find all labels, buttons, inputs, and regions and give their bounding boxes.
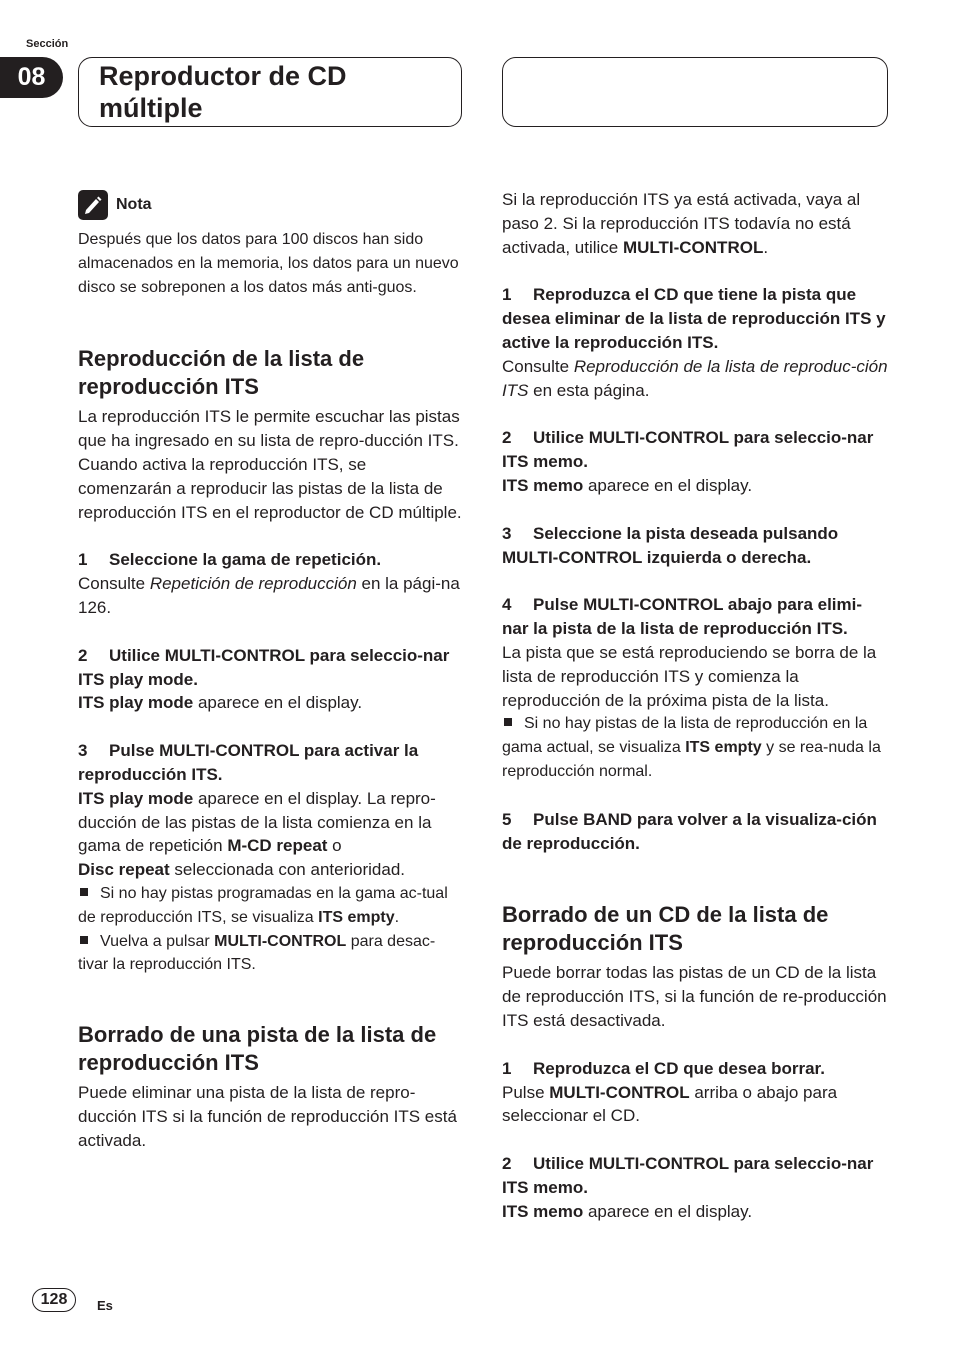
step-body	[502, 1200, 888, 1224]
delete-track-intro: Puede eliminar una pista de la lista de repro-ducción ITS si la función de reproducción ITS está activada.	[78, 1083, 457, 1150]
text: Si no hay pistas de la lista de reproducción en la gama actual, se visualiza	[502, 715, 868, 757]
bullet-item	[78, 930, 464, 978]
step-number: 1	[502, 285, 512, 305]
delete-cd-intro: Puede borrar todas las pistas de un CD de la lista de reproducción ITS, si la función de re-producción ITS está desactivada.	[502, 963, 887, 1030]
step-body: La pista que se está reproduciendo se borra de la lista de reproducción ITS y comienza la reproducción de la próxima pista de la lista.	[502, 642, 877, 710]
chapter-title-box	[78, 57, 462, 127]
bullet-item	[78, 882, 464, 930]
text: aparece en el display. La repro-ducción de las pistas de la lista comienza en la gama de repetición	[78, 788, 436, 856]
header-empty-box	[502, 57, 888, 127]
chapter-title	[99, 60, 347, 124]
language-code: Es	[97, 1298, 113, 1313]
step-title: Reproduzca el CD que tiene la pista que desea eliminar de la lista de reproducción ITS y active la reproducción ITS.	[502, 285, 886, 352]
step-title: Pulse MULTI-CONTROL para activar la reproducción ITS.	[78, 741, 419, 784]
display-term: MULTI-CONTROL	[214, 932, 347, 950]
right-column	[502, 188, 888, 1224]
bullet-square-icon	[80, 936, 88, 944]
its-playback-intro: La reproducción ITS le permite escuchar las pistas que ha ingresado en su lista de repro-ducción ITS. Cuando activa la reproducción ITS, se comenzarán a reproducir las pistas de la lista de reproducción ITS en el reproductor de CD múltiple.	[78, 407, 462, 522]
step-body	[78, 691, 464, 715]
bullet-square-icon	[504, 718, 512, 726]
step-body	[78, 572, 464, 620]
cross-reference: Reproducción de la lista de reproduc-ción ITS	[502, 356, 888, 400]
step-heading	[502, 593, 888, 641]
text: Pulse	[502, 1082, 550, 1102]
step-number: 1	[502, 1058, 512, 1078]
step-title: Utilice MULTI-CONTROL para seleccio-nar ITS play mode.	[78, 645, 450, 689]
step-heading	[502, 808, 888, 856]
page-number: 128	[32, 1288, 76, 1312]
step-body	[502, 1081, 888, 1129]
right-intro	[502, 188, 888, 259]
step-title: Seleccione la pista deseada pulsando MULTI-CONTROL izquierda o derecha.	[502, 523, 839, 567]
display-term: ITS memo	[502, 475, 584, 495]
chapter-title-line1: Reproductor de CD	[99, 61, 347, 91]
text: en la pági-na 126.	[78, 574, 460, 617]
text: en esta página.	[528, 380, 650, 400]
display-term: ITS empty	[318, 908, 395, 926]
step-number: 4	[502, 595, 512, 615]
display-term: Disc repeat	[78, 860, 170, 880]
note-heading: Nota	[116, 196, 152, 214]
step-title: Utilice MULTI-CONTROL para seleccio-nar ITS memo.	[502, 1154, 874, 1197]
step-number: 3	[502, 523, 512, 543]
step-body	[502, 474, 888, 498]
step-number: 3	[78, 741, 88, 761]
step-title: Reproduzca el CD que desea borrar.	[533, 1058, 825, 1078]
step-body	[502, 355, 888, 403]
step-title: Pulse MULTI-CONTROL abajo para elimi-nar la pista de la lista de reproducción ITS.	[502, 595, 863, 639]
text: y se rea-nuda la reproducción normal.	[502, 739, 881, 780]
text: aparece en el display.	[583, 475, 753, 495]
step-heading	[502, 1152, 888, 1200]
text: .	[763, 237, 769, 257]
section-number-badge: 08	[0, 57, 63, 98]
display-term: ITS memo	[502, 1201, 584, 1221]
note-header	[78, 190, 464, 220]
step-title: Utilice MULTI-CONTROL para seleccio-nar ITS memo.	[502, 428, 874, 472]
text: arriba o abajo para seleccionar el CD.	[502, 1082, 838, 1126]
bullet-square-icon	[80, 888, 88, 896]
step-heading	[78, 739, 464, 787]
step-heading	[502, 522, 888, 570]
step-heading	[502, 1057, 888, 1081]
text: para desac-tivar la reproducción ITS.	[78, 932, 436, 974]
display-term: ITS empty	[685, 739, 762, 757]
display-term: MULTI-CONTROL	[622, 237, 764, 257]
text: Consulte	[78, 574, 150, 594]
section-heading-its-playback: Reproducción de la lista de reproducción ITS	[78, 346, 365, 400]
text: Vuelva a pulsar	[100, 932, 215, 950]
cross-reference: Repetición de reproducción	[149, 574, 357, 594]
text: Si la reproducción ITS ya está activada, vaya al paso 2. Si la reproducción ITS todavía no está activada, utilice	[502, 190, 861, 257]
display-term: ITS play mode	[78, 788, 194, 808]
bullet-item	[502, 712, 888, 783]
pencil-icon	[78, 190, 108, 220]
step-heading	[78, 548, 464, 572]
section-heading-delete-track: Borrado de una pista de la lista de reproducción ITS	[78, 1022, 437, 1076]
note-text: Después que los datos para 100 discos han sido almacenados en la memoria, los datos para un nuevo disco se sobreponen a los datos más anti-guos.	[78, 231, 459, 296]
display-term: MULTI-CONTROL	[549, 1082, 690, 1102]
step-heading	[502, 283, 888, 354]
text: aparece en el display.	[583, 1201, 753, 1221]
display-term: ITS play mode	[78, 693, 194, 713]
section-label: Sección	[26, 38, 69, 50]
chapter-title-line2: múltiple	[99, 93, 203, 123]
section-heading-delete-cd: Borrado de un CD de la lista de reproducción ITS	[502, 902, 829, 956]
text: o	[327, 836, 342, 856]
step-number: 5	[502, 809, 512, 829]
step-number: 1	[78, 550, 88, 570]
text: .	[394, 908, 400, 926]
left-column	[78, 190, 464, 1153]
step-heading	[502, 426, 888, 474]
text: aparece en el display.	[193, 693, 363, 713]
text: Consulte	[502, 356, 574, 376]
step-heading	[78, 644, 464, 692]
text: Si no hay pistas programadas en la gama ac-tual de reproducción ITS, se visualiza	[78, 884, 448, 926]
display-term: M-CD repeat	[227, 836, 328, 856]
step-number: 2	[502, 428, 512, 448]
step-title: Seleccione la gama de repetición.	[109, 550, 382, 570]
step-body	[78, 787, 464, 882]
text: seleccionada con anterioridad.	[169, 860, 405, 880]
step-number: 2	[78, 645, 88, 665]
step-title: Pulse BAND para volver a la visualiza-ción de reproducción.	[502, 809, 877, 853]
step-number: 2	[502, 1154, 512, 1174]
